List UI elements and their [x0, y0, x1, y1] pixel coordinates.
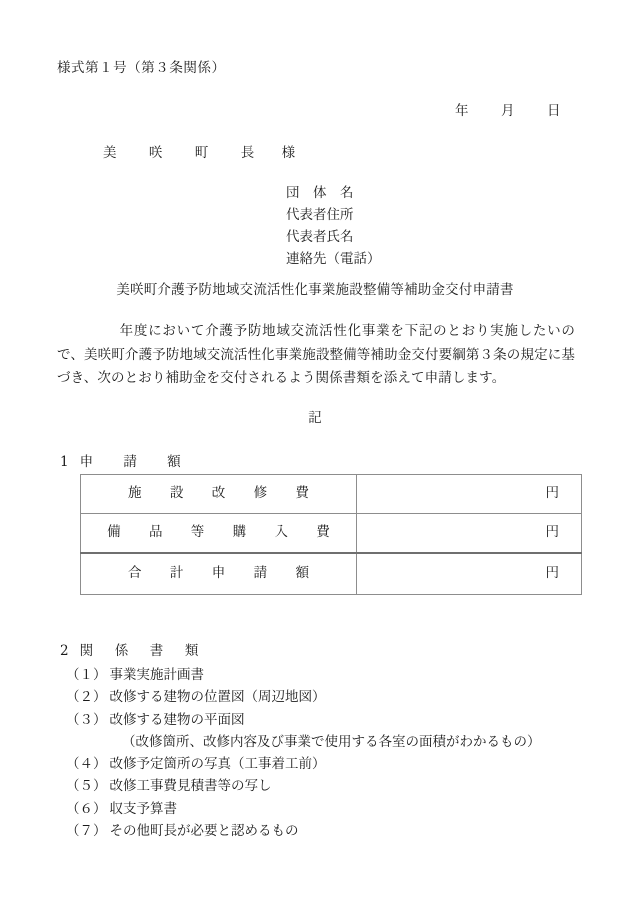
application-amount-table	[80, 474, 582, 595]
addressee-name: 美 咲 町 長	[103, 145, 264, 161]
section-1-heading	[60, 456, 189, 470]
currency-unit-label: 円	[545, 565, 559, 582]
list-item-label: 改修する建物の平面図	[109, 711, 245, 728]
table-cell-label	[81, 553, 357, 595]
table-cell-amount-equipment-purchase[interactable]	[357, 514, 582, 554]
list-item	[66, 798, 586, 820]
list-item-marker: （４）	[66, 756, 107, 773]
body-paragraph-text: 年度において介護予防地域交流活性化事業を下記のとおり実施したいので、美咲町介護予防地域交流活性化事業施設整備等補助金交付要綱第３条の規定に基づき、次のとおり補助金を交付されるよう関係書類を添えて申請します。	[57, 323, 575, 386]
list-item-marker: （６）	[66, 800, 107, 817]
list-item-label: 改修予定箇所の写真（工事着工前）	[109, 756, 326, 773]
applicant-contact-phone-label: 連絡先（電話）	[286, 251, 381, 267]
applicant-representative-name-label: 代表者氏名	[286, 229, 354, 245]
equipment-purchase-cost-label: 備 品 等 購 入 費	[107, 524, 338, 541]
list-item	[66, 686, 586, 708]
table-row	[81, 553, 582, 595]
currency-unit-label: 円	[545, 485, 559, 502]
addressee-line	[103, 147, 295, 161]
list-item-label: 事業実施計画書	[109, 667, 204, 683]
list-item	[66, 753, 586, 775]
date-year-label: 年	[455, 103, 469, 119]
table-row	[81, 514, 582, 554]
related-documents-list	[66, 664, 586, 842]
list-item-label: 改修する建物の位置図（周辺地図）	[109, 689, 326, 706]
ki-mark: 記	[308, 410, 322, 426]
addressee-honorific: 様	[281, 145, 296, 161]
currency-unit-label: 円	[545, 524, 559, 541]
list-item-label: 収支予算書	[109, 800, 177, 817]
date-day-label: 日	[547, 103, 561, 119]
list-item	[66, 820, 586, 842]
facility-renovation-cost-label: 施 設 改 修 費	[128, 485, 317, 502]
applicant-block	[286, 187, 381, 267]
list-item-marker: （１）	[66, 667, 107, 683]
date-month-label: 月	[501, 103, 515, 119]
body-paragraph	[57, 320, 575, 391]
list-item-marker: （７）	[66, 823, 107, 840]
total-application-amount-label: 合 計 申 請 額	[128, 565, 317, 582]
applicant-organization-label: 団 体 名	[286, 185, 354, 201]
table-row	[81, 475, 582, 514]
section-1-number: 1	[60, 454, 69, 470]
list-item	[66, 709, 586, 731]
table-cell-amount-facility-renovation[interactable]	[357, 475, 582, 514]
page-title: 美咲町介護予防地域交流活性化事業施設整備等補助金交付申請書	[116, 282, 514, 298]
list-item-marker: （３）	[66, 711, 107, 728]
applicant-representative-address-label: 代表者住所	[286, 207, 354, 223]
table-cell-label	[81, 514, 357, 554]
section-2-number: 2	[60, 643, 69, 659]
section-2-heading	[60, 645, 202, 659]
list-item-label: 改修工事費見積書等の写し	[109, 778, 272, 795]
list-item-marker: （５）	[66, 778, 107, 795]
date-line	[455, 105, 561, 119]
list-item	[66, 775, 586, 797]
list-item-label: その他町長が必要と認めるもの	[109, 823, 299, 840]
list-item	[66, 664, 586, 686]
form-number: 様式第１号（第３条関係）	[57, 60, 226, 76]
list-item-subnote: （改修箇所、改修内容及び事業で使用する各室の面積がわかるもの）	[122, 733, 541, 750]
list-item-marker: （２）	[66, 689, 107, 706]
table-cell-label	[81, 475, 357, 514]
table-cell-amount-total[interactable]	[357, 553, 582, 595]
section-2-label: 関 係 書 類	[79, 643, 203, 659]
section-1-label: 申 請 額	[79, 454, 189, 470]
